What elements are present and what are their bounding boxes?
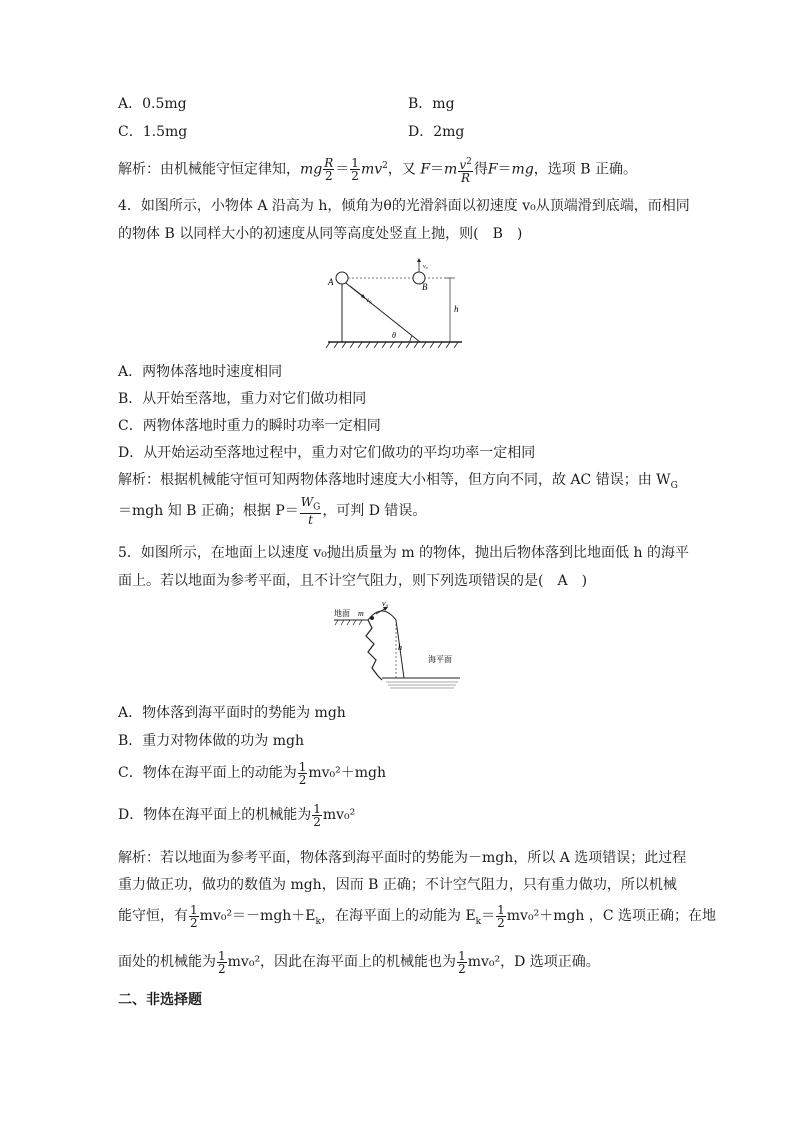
q4-stem-line1: 4．如图所示，小物体 A 沿高为 h，倾角为θ的光滑斜面以初速度 v₀从顶端滑到底端，而相同 bbox=[118, 198, 690, 214]
q4-label-v0-up: v₀ bbox=[423, 264, 428, 270]
q5-option-c: C．物体在海平面上的动能为 $\frac{1}{2}$ mv₀²＋mgh bbox=[118, 759, 387, 787]
q5-option-b: B．重力对物体做的功为 mgh bbox=[118, 733, 304, 749]
q4-option-b: B．从开始至落地，重力对它们做功相同 bbox=[118, 391, 367, 407]
q3-exp-get: 得 bbox=[473, 161, 488, 178]
q5-option-d: D．物体在海平面上的机械能为 $\frac{1}{2}$ mv₀² bbox=[118, 801, 356, 829]
q4-exp1: 解析：根据机械能守恒可知两物体落地时速度大小相等，但方向不同，故 AC 错误；由 W bbox=[118, 472, 671, 488]
sea-waves bbox=[386, 682, 458, 688]
q4-label-v0-slope: v₀ bbox=[366, 296, 372, 304]
q5-exp3c: ，在海平面上的动能为 E bbox=[321, 908, 476, 924]
q5-opt-c-prefix: C．物体在海平面上的动能为 bbox=[118, 765, 297, 781]
q5-option-a: A．物体落到海平面时的势能为 mgh bbox=[118, 705, 346, 721]
cliff-edge bbox=[366, 620, 382, 680]
q4-label-b: B bbox=[422, 282, 428, 292]
q3-option-c: C．1.5mg bbox=[118, 124, 188, 140]
q4-label-a: A bbox=[328, 277, 334, 287]
q5-opt-c-suffix: mv₀²＋mgh bbox=[308, 765, 387, 781]
q5-explanation-line1: 解析：若以地面为参考平面，物体落到海平面时的势能为－mgh，所以 A 选项错误；此过程 bbox=[118, 850, 687, 866]
q5-exp4b: mv₀²，因此在海平面上的机械能也为 bbox=[227, 954, 457, 970]
ground-hatching bbox=[335, 620, 362, 625]
q4-explanation-line1: 解析：根据机械能守恒可知两物体落地时速度大小相等，但方向不同，故 AC 错误；由 $W_G$ bbox=[118, 472, 678, 491]
q4-exp2b: ，可判 D 错误。 bbox=[322, 503, 427, 520]
q5-opt-d-prefix: D．物体在海平面上的机械能为 bbox=[118, 807, 312, 823]
q3-option-b: B．mg bbox=[408, 96, 455, 112]
q4-stem-line2: 的物体 B 以同样大小的初速度从同等高度处竖直上抛，则( B ) bbox=[118, 226, 523, 242]
q4-figure bbox=[320, 258, 470, 354]
q5-exp3b: mv₀²＝－mgh＋E bbox=[199, 908, 316, 924]
q5-label-ground: 地面 bbox=[334, 609, 350, 618]
q3-option-d: D．2mg bbox=[408, 124, 465, 140]
q3-exp-prefix: 解析：由机械能守恒定律知， bbox=[118, 161, 300, 178]
q5-label-m: m bbox=[358, 609, 364, 618]
q3-exp-mid: ，又 bbox=[387, 161, 416, 178]
q5-figure bbox=[332, 598, 464, 692]
section-title: 二、非选择题 bbox=[118, 992, 202, 1008]
ground-hatching bbox=[326, 342, 458, 348]
q5-stem-line2: 面上。若以地面为参考平面，且不计空气阻力，则下列选项错误的是( A ) bbox=[118, 573, 588, 589]
q5-stem-line1: 5．如图所示，在地面上以速度 v₀抛出质量为 m 的物体，抛出后物体落到比地面低 h 的海平 bbox=[118, 545, 689, 561]
q5-explanation-line3: 能守恒，有 $\frac{1}{2}$ $mv_0^2=-mgh+E_k$，在海平面上的动能为 $E_k=$ $\frac{1}{2}$ mv₀²＋mgh ，C 选项正确；在地 bbox=[118, 902, 717, 930]
q4-option-a: A．两物体落地时速度相同 bbox=[118, 364, 283, 380]
q4-explanation-line2: ＝mgh 知 B 正确；根据 P＝ $\frac{W_G}{t}$ ，可判 D 错误。 bbox=[118, 495, 427, 528]
q3-explanation: 解析：由机械能守恒定律知，mg $\frac{R}{2}$ ＝ $\frac{1}{2}$ $mv^2$，又 F＝m $\frac{v^2}{R}$ 得F＝mg，选项 B 正确。 bbox=[118, 156, 637, 185]
q4-label-theta: θ bbox=[392, 331, 396, 340]
q4-option-d: D．从开始运动至落地过程中，重力对它们做功的平均功率一定相同 bbox=[118, 445, 536, 461]
q4-label-h: h bbox=[454, 304, 459, 314]
q5-label-sea: 海平面 bbox=[428, 655, 452, 664]
object-a bbox=[336, 272, 348, 284]
q5-exp4a: 面处的机械能为 bbox=[118, 954, 216, 970]
mass-m bbox=[370, 616, 374, 620]
q4-option-c: C．两物体落地时重力的瞬时功率一定相同 bbox=[118, 418, 381, 434]
q5-label-h: h bbox=[398, 643, 402, 652]
q5-exp3a: 能守恒，有 bbox=[118, 908, 188, 924]
q3-exp-end: ，选项 B 正确。 bbox=[533, 161, 637, 178]
q5-explanation-line2: 重力做正功，做功的数值为 mgh，因而 B 正确；不计空气阻力，只有重力做功，所以机械 bbox=[118, 877, 677, 893]
q5-explanation-line4: 面处的机械能为 $\frac{1}{2}$ mv₀²，因此在海平面上的机械能也为 $\frac{1}{2}$ mv₀²，D 选项正确。 bbox=[118, 948, 600, 976]
q3-option-a: A．0.5mg bbox=[118, 96, 187, 112]
q5-opt-d-suffix: mv₀² bbox=[322, 807, 356, 823]
q4-exp2a: ＝mgh 知 B 正确；根据 P＝ bbox=[118, 503, 299, 520]
q5-label-v0: v₀ bbox=[382, 599, 389, 608]
q5-exp4c: mv₀²，D 选项正确。 bbox=[467, 954, 600, 970]
q5-exp3d: mv₀²＋mgh ，C 选项正确；在地 bbox=[506, 908, 717, 924]
